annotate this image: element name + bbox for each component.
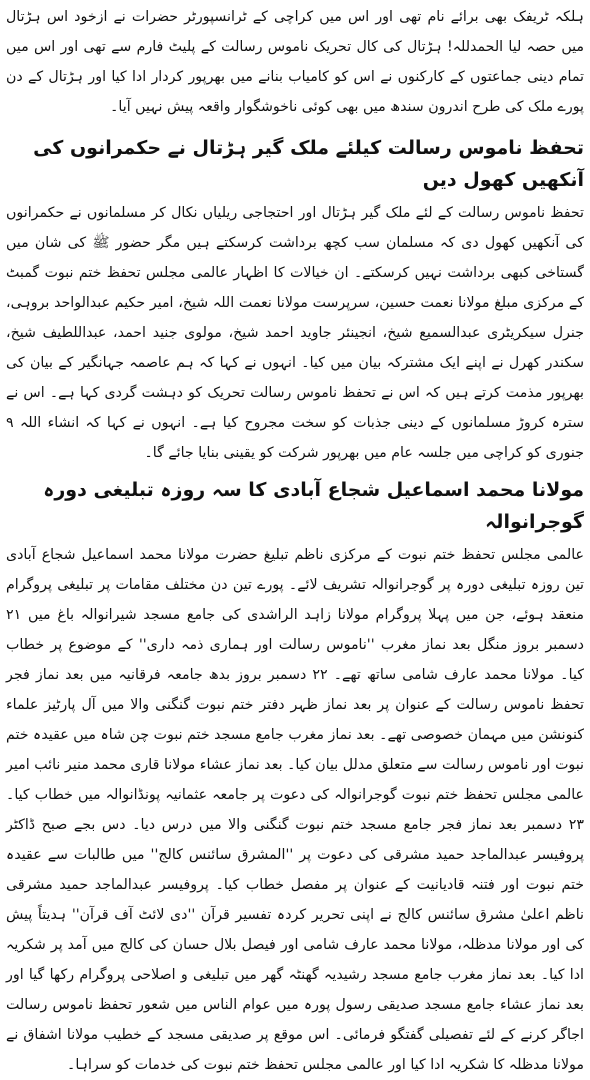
section-1-heading: تحفظ ناموس رسالت کیلئے ملک گیر ہڑتال نے حکمرانوں کی آنکھیں کھول دیں: [33, 137, 584, 191]
section-1-body: تحفظ ناموس رسالت کے لئے ملک گیر ہڑتال اور احتجاجی ریلیاں نکال کر مسلمانوں نے حکمرانوں کی آنکھیں کھول دی کہ مسلمان سب کچھ برداشت کرسکتے ہیں مگر حضور ﷺ کی شان میں گستاخی کبھی برداشت نہیں کرسکتے۔ ان خیالات کا اظہار عالمی مجلس تحفظ ختم نبوت گمبٹ کے مرکزی مبلغ مولانا نعمت حسین، سرپرست مولانا نعمت اللہ شیخ، امیر حکیم عبدالواحد بروہی، جنرل سیکریٹری عبدالسمیع شیخ، انجینئر جاوید احمد شیخ، مولوی جنید احمد، عبداللطیف شیخ، سکندر کھرل نے اپنے ایک مشترکہ بیان میں کیا۔ انہوں نے کہا کہ ہم عاصمہ جہانگیر کے بیان کی بھرپور مذمت کرتے ہیں کہ اس نے تحفظ ناموس رسالت تحریک کو دہشت گردی کہا ہے۔ اس نے سترہ کروڑ مسلمانوں کے دینی جذبات کو سخت مجروح کیا ہے۔ انہوں نے کہا کہ انشاء اللہ ۹ جنوری کو کراچی میں جلسہ عام میں بھرپور شرکت کو یقینی بنایا جائے گا۔: [6, 205, 584, 461]
section-2-body: عالمی مجلس تحفظ ختم نبوت کے مرکزی ناظم تبلیغ حضرت مولانا محمد اسماعیل شجاع آبادی تین روزہ تبلیغی دورہ پر گوجرانوالہ تشریف لائے۔ پورے تین دن مختلف مقامات پر تبلیغی پروگرام منعقد ہوئے، جن میں پہلا پروگرام مولانا زاہد الراشدی کی جامع مسجد شیرانوالہ باغ میں ۲۱ دسمبر بروز منگل بعد نماز مغرب ''ناموس رسالت اور ہماری ذمہ داری'' کے موضوع پر خطاب کیا۔ مولانا محمد عارف شامی ساتھ تھے۔ ۲۲ دسمبر بروز بدھ جامعہ فرقانیہ میں بعد نماز فجر تحفظ ناموس رسالت کے عنوان پر بعد نماز ظہر دفتر ختم نبوت گنگنی والا میں آل پارٹیز علماء کنونشن میں مہمان خصوصی تھے۔ بعد نماز مغرب جامع مسجد ختم نبوت چن شاہ میں عقیدہ ختم نبوت اور ناموس رسالت سے متعلق مدلل بیان کیا۔ بعد نماز عشاء مولانا قاری محمد منیر نائب امیر عالمی مجلس تحفظ ختم نبوت گوجرانوالہ کی دعوت پر جامعہ عثمانیہ پونڈانوالہ میں خطاب کیا۔ ۲۳ دسمبر بعد نماز فجر جامع مسجد ختم نبوت گنگنی والا میں درس دیا۔ دس بجے صبح ڈاکٹر پروفیسر عبدالماجد حمید مشرقی کی دعوت پر ''المشرق سائنس کالج'' میں طالبات سے عقیدہ ختم نبوت اور فتنہ قادیانیت کے عنوان پر مفصل خطاب کیا۔ پروفیسر عبدالماجد حمید مشرقی ناظم اعلیٰ مشرق سائنس کالج نے اپنی تحریر کردہ تفسیر قرآن ''دی لائٹ آف قرآن'' ہدیتاً پیش کی اور مولانا مدظلہ، مولانا محمد عارف شامی اور فیصل بلال حسان کی کالج میں آمد پر شکریہ ادا کیا۔ بعد نماز مغرب جامع مسجد رشیدیہ گھنٹہ گھر میں تبلیغی و اصلاحی پروگرام رکھا گیا اور بعد نماز عشاء جامع مسجد صدیقی رسول پورہ میں عوام الناس میں شعور تحفظ ناموس رسالت اجاگر کرنے کے لئے تفصیلی گفتگو فرمائی۔ اس موقع پر صدیقی مسجد کے خطیب مولانا اشفاق نے مولانا مدظلہ کا شکریہ ادا کیا اور عالمی مجلس تحفظ ختم نبوت کی خدمات کو سراہا۔: [6, 547, 584, 1073]
section-2-heading: مولانا محمد اسماعیل شجاع آبادی کا سہ روزہ تبلیغی دورہ گوجرانوالہ: [43, 479, 584, 533]
intro-paragraph: ہلکہ ٹریفک بھی برائے نام تھی اور اس میں کراچی کے ٹرانسپورٹر حضرات نے ازخود اس ہڑتال میں حصہ لیا الحمدللہ! ہڑتال کی کال تحریک ناموس رسالت کے پلیٹ فارم سے تھی اور اس میں تمام دینی جماعتوں کے کارکنوں نے اس کو کامیاب بنانے میں بھرپور کردار ادا کیا اور ہڑتال کے دن پورے ملک کی طرح اندرون سندھ میں بھی کوئی ناخوشگوار واقعہ پیش نہیں آیا۔: [6, 9, 584, 115]
